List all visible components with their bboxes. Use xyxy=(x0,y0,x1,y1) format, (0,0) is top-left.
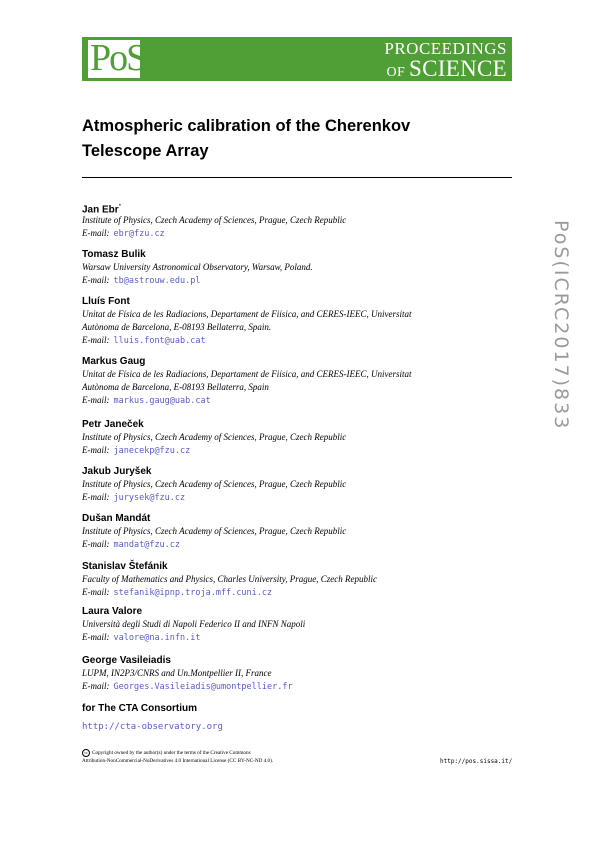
author-affiliation: Warsaw University Astronomical Observatory, Warsaw, Poland. xyxy=(82,262,313,272)
author-name: Markus Gaug xyxy=(82,356,146,367)
author-affiliation: Università degli Studi di Napoli Federico II and INFN Napoli xyxy=(82,619,306,629)
author-affiliation: Institute of Physics, Czech Academy of Sciences, Prague, Czech Republic xyxy=(82,432,347,442)
author-email-link[interactable]: tb@astrouw.edu.pl xyxy=(113,276,201,286)
author-email-link[interactable]: markus.gaug@uab.cat xyxy=(113,396,211,406)
author-name: Dušan Mandát xyxy=(82,513,151,524)
author-block xyxy=(82,355,522,408)
author-name: George Vasileiadis xyxy=(82,655,171,666)
corresponding-marker: * xyxy=(118,204,122,210)
author-block xyxy=(82,560,522,600)
author-block xyxy=(82,512,522,552)
license-notice xyxy=(82,749,322,765)
email-label: E-mail: xyxy=(82,335,110,345)
creative-commons-icon: cc xyxy=(82,749,90,757)
email-label: E-mail: xyxy=(82,539,110,549)
author-block xyxy=(82,654,522,694)
email-label: E-mail: xyxy=(82,445,110,455)
of-label: OF xyxy=(386,65,406,80)
author-name: Lluís Font xyxy=(82,296,130,307)
author-name: Petr Janeček xyxy=(82,419,144,430)
author-block xyxy=(82,605,522,645)
author-affiliation: LUPM, IN2P3/CNRS and Un.Montpellier II, France xyxy=(82,668,272,678)
author-name: Stanislav Štefánik xyxy=(82,561,168,572)
author-affiliation: Faculty of Mathematics and Physics, Charles University, Prague, Czech Republic xyxy=(82,574,377,584)
author-email-link[interactable]: Georges.Vasileiadis@umontpellier.fr xyxy=(113,682,293,692)
author-email-link[interactable]: mandat@fzu.cz xyxy=(113,540,181,550)
email-label: E-mail: xyxy=(82,632,110,642)
author-name: Jakub Juryšek xyxy=(82,466,152,477)
consortium-url-link[interactable]: http://cta-observatory.org xyxy=(82,722,223,732)
proceedings-label: PROCEEDINGS xyxy=(384,39,507,58)
pos-header-banner xyxy=(82,37,512,81)
author-affiliation: Autònoma de Barcelona, E-08193 Bellaterra, Spain. xyxy=(82,322,272,332)
email-label: E-mail: xyxy=(82,228,110,238)
title-divider xyxy=(82,177,512,178)
license-line-2: Attribution-NonCommercial-NoDerivatives 4.0 International License (CC BY-NC-ND 4.0). xyxy=(82,757,274,764)
email-label: E-mail: xyxy=(82,492,110,502)
author-affiliation: Institute of Physics, Czech Academy of Sciences, Prague, Czech Republic xyxy=(82,479,347,489)
author-affiliation: Unitat de Física de les Radiacions, Departament de Fiísica, and CERES-IEEC, Universitat xyxy=(82,369,412,379)
author-block xyxy=(82,248,522,288)
pos-sidebar xyxy=(548,220,572,520)
science-label: SCIENCE xyxy=(409,56,507,81)
author-block xyxy=(82,295,522,348)
author-email-link[interactable]: lluis.font@uab.cat xyxy=(113,336,206,346)
email-label: E-mail: xyxy=(82,587,110,597)
author-email-link[interactable]: jurysek@fzu.cz xyxy=(113,493,186,503)
author-affiliation: Unitat de Física de les Radiacions, Departament de Fiísica, and CERES-IEEC, Universitat xyxy=(82,309,412,319)
author-name: Jan Ebr xyxy=(82,204,119,216)
email-label: E-mail: xyxy=(82,275,110,285)
license-line-1: Copyright owned by the author(s) under the terms of the Creative Commons xyxy=(92,750,251,757)
pos-logo-text: PoS xyxy=(90,37,146,79)
author-email-link[interactable]: valore@na.infn.it xyxy=(113,633,201,643)
author-email-link[interactable]: stefanik@ipnp.troja.mff.cuni.cz xyxy=(113,588,273,598)
paper-title: Atmospheric calibration of the Cherenkov Telescope Array xyxy=(82,117,411,160)
author-affiliation: Institute of Physics, Czech Academy of Sciences, Prague, Czech Republic xyxy=(82,215,347,225)
author-name: Laura Valore xyxy=(82,606,143,617)
pos-url-link[interactable]: http://pos.sissa.it/ xyxy=(440,758,513,765)
author-affiliation: Autònoma de Barcelona, E-08193 Bellaterra, Spain xyxy=(82,382,269,392)
pos-id-sidebar: PoS(ICRC2017)833 xyxy=(550,220,572,431)
author-name: Tomasz Bulik xyxy=(82,249,146,260)
author-email-link[interactable]: ebr@fzu.cz xyxy=(113,229,165,239)
author-block xyxy=(82,201,522,241)
author-block xyxy=(82,465,522,505)
email-label: E-mail: xyxy=(82,681,110,691)
consortium-label: for The CTA Consortium xyxy=(82,703,197,714)
author-block xyxy=(82,418,522,458)
of-science-label xyxy=(387,56,507,82)
author-email-link[interactable]: janecekp@fzu.cz xyxy=(113,446,191,456)
email-label: E-mail: xyxy=(82,395,110,405)
author-affiliation: Institute of Physics, Czech Academy of Sciences, Prague, Czech Republic xyxy=(82,526,347,536)
pos-logo xyxy=(88,37,146,79)
